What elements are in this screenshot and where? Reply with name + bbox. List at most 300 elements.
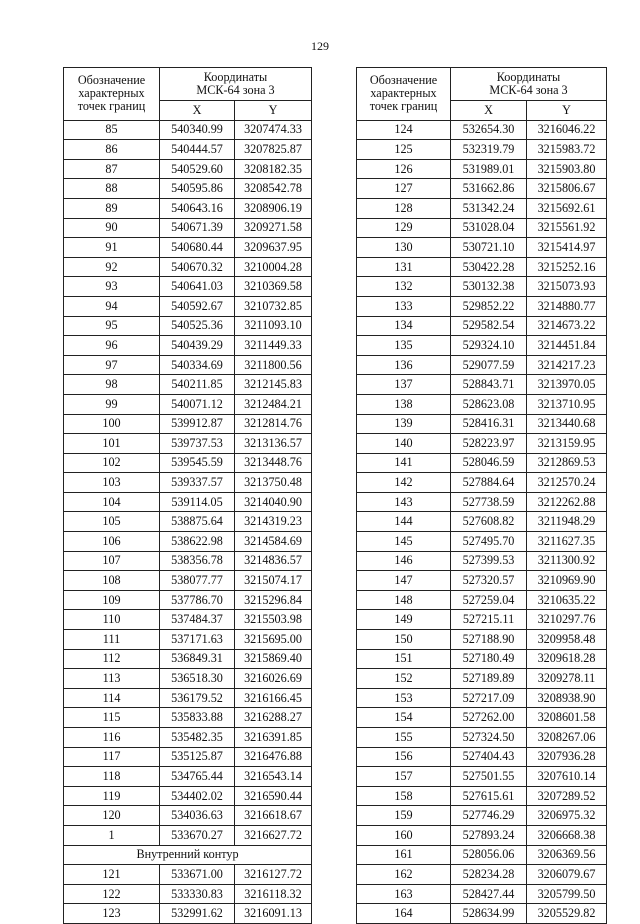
y-coordinate-cell: 3215692.61 (527, 198, 607, 218)
x-coordinate-cell: 535482.35 (160, 728, 235, 748)
x-coordinate-cell: 527215.11 (451, 610, 527, 630)
point-number-cell: 142 (357, 473, 451, 493)
table-row (357, 492, 607, 512)
x-coordinate-cell: 527262.00 (451, 708, 527, 728)
point-number-cell: 110 (64, 610, 160, 630)
x-coordinate-cell: 535833.88 (160, 708, 235, 728)
y-coordinate-cell: 3212570.24 (527, 473, 607, 493)
y-coordinate-cell: 3214319.23 (235, 512, 312, 532)
table-row (357, 316, 607, 336)
y-coordinate-cell: 3205529.82 (527, 904, 607, 924)
y-coordinate-cell: 3216476.88 (235, 747, 312, 767)
y-coordinate-cell: 3210369.58 (235, 277, 312, 297)
point-number-cell: 119 (64, 786, 160, 806)
x-coordinate-cell: 533671.00 (160, 865, 235, 885)
point-number-cell: 87 (64, 159, 160, 179)
y-column-header: Y (235, 101, 312, 121)
x-coordinate-cell: 527746.29 (451, 806, 527, 826)
y-coordinate-cell: 3215503.98 (235, 610, 312, 630)
y-coordinate-cell: 3214040.90 (235, 492, 312, 512)
y-coordinate-cell: 3216118.32 (235, 884, 312, 904)
point-number-cell: 152 (357, 669, 451, 689)
point-number-cell: 116 (64, 728, 160, 748)
point-number-cell: 99 (64, 394, 160, 414)
x-coordinate-cell: 534036.63 (160, 806, 235, 826)
y-coordinate-cell: 3211093.10 (235, 316, 312, 336)
table-row (64, 747, 312, 767)
y-coordinate-cell: 3208938.90 (527, 688, 607, 708)
point-number-cell: 118 (64, 767, 160, 787)
table-row (64, 336, 312, 356)
y-coordinate-cell: 3215561.92 (527, 218, 607, 238)
x-coordinate-cell: 540643.16 (160, 198, 235, 218)
table-row (357, 845, 607, 865)
table-row (357, 747, 607, 767)
table-row (64, 669, 312, 689)
y-coordinate-cell: 3213136.57 (235, 434, 312, 454)
point-number-cell: 122 (64, 884, 160, 904)
x-coordinate-cell: 539912.87 (160, 414, 235, 434)
table-row (357, 394, 607, 414)
table-row (357, 375, 607, 395)
table-row (64, 728, 312, 748)
x-coordinate-cell: 532319.79 (451, 140, 527, 160)
table-row (64, 120, 312, 140)
x-coordinate-cell: 539545.59 (160, 453, 235, 473)
x-coordinate-cell: 531662.86 (451, 179, 527, 199)
x-coordinate-cell: 528234.28 (451, 865, 527, 885)
y-coordinate-cell: 3216391.85 (235, 728, 312, 748)
x-coordinate-cell: 528843.71 (451, 375, 527, 395)
coordinates-header: Координаты МСК-64 зона 3 (160, 68, 312, 101)
y-coordinate-cell: 3215296.84 (235, 590, 312, 610)
x-coordinate-cell: 531028.04 (451, 218, 527, 238)
point-number-cell: 143 (357, 492, 451, 512)
point-number-cell: 157 (357, 767, 451, 787)
point-number-cell: 159 (357, 806, 451, 826)
point-number-cell: 98 (64, 375, 160, 395)
point-number-cell: 129 (357, 218, 451, 238)
y-coordinate-cell: 3212484.21 (235, 394, 312, 414)
y-coordinate-cell: 3209637.95 (235, 238, 312, 258)
point-number-cell: 95 (64, 316, 160, 336)
table-row (357, 140, 607, 160)
y-coordinate-cell: 3216288.27 (235, 708, 312, 728)
x-coordinate-cell: 529582.54 (451, 316, 527, 336)
point-number-cell: 86 (64, 140, 160, 160)
x-coordinate-cell: 540680.44 (160, 238, 235, 258)
y-coordinate-cell: 3216127.72 (235, 865, 312, 885)
point-number-cell: 94 (64, 296, 160, 316)
y-coordinate-cell: 3209618.28 (527, 649, 607, 669)
y-coordinate-cell: 3216091.13 (235, 904, 312, 924)
table-row (357, 277, 607, 297)
y-coordinate-cell: 3213159.95 (527, 434, 607, 454)
table-row (357, 198, 607, 218)
point-number-cell: 1 (64, 825, 160, 845)
point-number-cell: 151 (357, 649, 451, 669)
table-row (357, 688, 607, 708)
x-coordinate-cell: 537171.63 (160, 630, 235, 650)
point-number-cell: 150 (357, 630, 451, 650)
y-coordinate-cell: 3210969.90 (527, 571, 607, 591)
y-coordinate-cell: 3209271.58 (235, 218, 312, 238)
x-coordinate-cell: 534402.02 (160, 786, 235, 806)
x-coordinate-cell: 527738.59 (451, 492, 527, 512)
point-number-cell: 90 (64, 218, 160, 238)
table-row (64, 571, 312, 591)
x-coordinate-cell: 540641.03 (160, 277, 235, 297)
x-coordinate-cell: 533330.83 (160, 884, 235, 904)
y-coordinate-cell: 3214584.69 (235, 532, 312, 552)
y-coordinate-cell: 3215073.93 (527, 277, 607, 297)
table-row (64, 257, 312, 277)
y-coordinate-cell: 3216543.14 (235, 767, 312, 787)
x-coordinate-cell: 535125.87 (160, 747, 235, 767)
table-row (357, 532, 607, 552)
table-body (357, 120, 607, 923)
coordinates-header: Координаты МСК-64 зона 3 (451, 68, 607, 101)
table-row (357, 296, 607, 316)
table-row (64, 277, 312, 297)
table-row (64, 610, 312, 630)
x-coordinate-cell: 533670.27 (160, 825, 235, 845)
table-row (64, 904, 312, 924)
table-body (64, 120, 312, 923)
y-coordinate-cell: 3206079.67 (527, 865, 607, 885)
table-row (64, 316, 312, 336)
y-coordinate-cell: 3216627.72 (235, 825, 312, 845)
point-number-cell: 133 (357, 296, 451, 316)
x-coordinate-cell: 527259.04 (451, 590, 527, 610)
table-row (357, 179, 607, 199)
y-coordinate-cell: 3215869.40 (235, 649, 312, 669)
point-number-cell: 135 (357, 336, 451, 356)
point-number-cell: 107 (64, 551, 160, 571)
point-number-cell: 108 (64, 571, 160, 591)
point-number-cell: 114 (64, 688, 160, 708)
point-number-cell: 124 (357, 120, 451, 140)
y-coordinate-cell: 3215074.17 (235, 571, 312, 591)
table-row (357, 238, 607, 258)
point-number-cell: 130 (357, 238, 451, 258)
x-coordinate-cell: 532654.30 (451, 120, 527, 140)
x-coordinate-cell: 530721.10 (451, 238, 527, 258)
inner-contour-section-title: Внутренний контур (64, 845, 312, 865)
point-number-cell: 109 (64, 590, 160, 610)
point-number-cell: 117 (64, 747, 160, 767)
point-number-cell: 121 (64, 865, 160, 885)
y-coordinate-cell: 3210732.85 (235, 296, 312, 316)
point-number-cell: 123 (64, 904, 160, 924)
y-coordinate-cell: 3209278.11 (527, 669, 607, 689)
table-row (64, 532, 312, 552)
x-coordinate-cell: 529077.59 (451, 355, 527, 375)
y-coordinate-cell: 3208182.35 (235, 159, 312, 179)
table-row (64, 865, 312, 885)
x-coordinate-cell: 540595.86 (160, 179, 235, 199)
x-column-header: X (451, 101, 527, 121)
point-number-cell: 111 (64, 630, 160, 650)
x-coordinate-cell: 540525.36 (160, 316, 235, 336)
x-coordinate-cell: 527501.55 (451, 767, 527, 787)
x-coordinate-cell: 527884.64 (451, 473, 527, 493)
table-row (64, 688, 312, 708)
table-row (357, 159, 607, 179)
table-row (357, 473, 607, 493)
table-row (64, 394, 312, 414)
x-coordinate-cell: 527608.82 (451, 512, 527, 532)
table-row (64, 159, 312, 179)
y-coordinate-cell: 3215252.16 (527, 257, 607, 277)
point-number-cell: 97 (64, 355, 160, 375)
table-row (357, 218, 607, 238)
x-coordinate-cell: 530132.38 (451, 277, 527, 297)
point-number-cell: 139 (357, 414, 451, 434)
point-number-cell: 146 (357, 551, 451, 571)
table-row (357, 453, 607, 473)
y-coordinate-cell: 3216026.69 (235, 669, 312, 689)
x-coordinate-cell: 531342.24 (451, 198, 527, 218)
point-number-cell: 148 (357, 590, 451, 610)
y-coordinate-cell: 3216046.22 (527, 120, 607, 140)
y-coordinate-cell: 3213440.68 (527, 414, 607, 434)
table-row (64, 825, 312, 845)
y-coordinate-cell: 3208267.06 (527, 728, 607, 748)
x-coordinate-cell: 527615.61 (451, 786, 527, 806)
table-row (64, 375, 312, 395)
table-row (357, 649, 607, 669)
coordinates-table-right (356, 67, 607, 924)
table-row (357, 336, 607, 356)
table-row (357, 786, 607, 806)
point-number-cell: 120 (64, 806, 160, 826)
x-coordinate-cell: 540444.57 (160, 140, 235, 160)
point-number-cell: 138 (357, 394, 451, 414)
point-number-cell: 161 (357, 845, 451, 865)
table-row (64, 708, 312, 728)
point-number-cell: 101 (64, 434, 160, 454)
y-coordinate-cell: 3213710.95 (527, 394, 607, 414)
table-row (357, 551, 607, 571)
point-number-cell: 141 (357, 453, 451, 473)
y-coordinate-cell: 3210004.28 (235, 257, 312, 277)
y-column-header: Y (527, 101, 607, 121)
x-coordinate-cell: 527188.90 (451, 630, 527, 650)
x-coordinate-cell: 536179.52 (160, 688, 235, 708)
point-number-cell: 125 (357, 140, 451, 160)
table-row (64, 296, 312, 316)
x-coordinate-cell: 528427.44 (451, 884, 527, 904)
y-coordinate-cell: 3216166.45 (235, 688, 312, 708)
table-row (357, 669, 607, 689)
point-designation-header: Обозначение характерных точек границ (64, 68, 160, 121)
point-number-cell: 127 (357, 179, 451, 199)
point-number-cell: 91 (64, 238, 160, 258)
table-row (357, 767, 607, 787)
table-row (357, 728, 607, 748)
point-number-cell: 105 (64, 512, 160, 532)
table-row (357, 630, 607, 650)
x-coordinate-cell: 538622.98 (160, 532, 235, 552)
y-coordinate-cell: 3207936.28 (527, 747, 607, 767)
x-coordinate-cell: 539337.57 (160, 473, 235, 493)
point-number-cell: 93 (64, 277, 160, 297)
point-number-cell: 134 (357, 316, 451, 336)
table-row (357, 257, 607, 277)
point-number-cell: 145 (357, 532, 451, 552)
point-number-cell: 136 (357, 355, 451, 375)
point-number-cell: 160 (357, 825, 451, 845)
y-coordinate-cell: 3208601.58 (527, 708, 607, 728)
table-row (357, 120, 607, 140)
table-row (357, 571, 607, 591)
x-coordinate-cell: 539737.53 (160, 434, 235, 454)
x-coordinate-cell: 532991.62 (160, 904, 235, 924)
x-coordinate-cell: 527180.49 (451, 649, 527, 669)
y-coordinate-cell: 3211449.33 (235, 336, 312, 356)
table-row (64, 218, 312, 238)
point-number-cell: 112 (64, 649, 160, 669)
point-number-cell: 113 (64, 669, 160, 689)
x-coordinate-cell: 540071.12 (160, 394, 235, 414)
y-coordinate-cell: 3210297.76 (527, 610, 607, 630)
y-coordinate-cell: 3212145.83 (235, 375, 312, 395)
x-coordinate-cell: 530422.28 (451, 257, 527, 277)
x-coordinate-cell: 527189.89 (451, 669, 527, 689)
x-column-header: X (160, 101, 235, 121)
x-coordinate-cell: 527324.50 (451, 728, 527, 748)
x-coordinate-cell: 527320.57 (451, 571, 527, 591)
y-coordinate-cell: 3211800.56 (235, 355, 312, 375)
point-number-cell: 128 (357, 198, 451, 218)
point-number-cell: 103 (64, 473, 160, 493)
x-coordinate-cell: 534765.44 (160, 767, 235, 787)
page-number: 129 (311, 39, 329, 53)
x-coordinate-cell: 531989.01 (451, 159, 527, 179)
y-coordinate-cell: 3210635.22 (527, 590, 607, 610)
x-coordinate-cell: 540529.60 (160, 159, 235, 179)
point-number-cell: 140 (357, 434, 451, 454)
x-coordinate-cell: 527399.53 (451, 551, 527, 571)
x-coordinate-cell: 536849.31 (160, 649, 235, 669)
x-coordinate-cell: 528223.97 (451, 434, 527, 454)
table-row (64, 355, 312, 375)
table-row (64, 179, 312, 199)
y-coordinate-cell: 3213970.05 (527, 375, 607, 395)
x-coordinate-cell: 540211.85 (160, 375, 235, 395)
point-number-cell: 163 (357, 884, 451, 904)
point-number-cell: 156 (357, 747, 451, 767)
y-coordinate-cell: 3216618.67 (235, 806, 312, 826)
y-coordinate-cell: 3212814.76 (235, 414, 312, 434)
table-row (64, 238, 312, 258)
x-coordinate-cell: 528056.06 (451, 845, 527, 865)
point-number-cell: 92 (64, 257, 160, 277)
y-coordinate-cell: 3214880.77 (527, 296, 607, 316)
table-row (64, 786, 312, 806)
table-row (357, 414, 607, 434)
table-row (64, 551, 312, 571)
table-row (357, 825, 607, 845)
table-row (64, 414, 312, 434)
y-coordinate-cell: 3215806.67 (527, 179, 607, 199)
table-row (64, 767, 312, 787)
y-coordinate-cell: 3214217.23 (527, 355, 607, 375)
x-coordinate-cell: 528416.31 (451, 414, 527, 434)
point-number-cell: 149 (357, 610, 451, 630)
table-row (357, 512, 607, 532)
y-coordinate-cell: 3207474.33 (235, 120, 312, 140)
table-row (357, 865, 607, 885)
y-coordinate-cell: 3213750.48 (235, 473, 312, 493)
x-coordinate-cell: 536518.30 (160, 669, 235, 689)
x-coordinate-cell: 538875.64 (160, 512, 235, 532)
y-coordinate-cell: 3215983.72 (527, 140, 607, 160)
y-coordinate-cell: 3214451.84 (527, 336, 607, 356)
point-number-cell: 162 (357, 865, 451, 885)
y-coordinate-cell: 3215903.80 (527, 159, 607, 179)
y-coordinate-cell: 3214836.57 (235, 551, 312, 571)
point-number-cell: 88 (64, 179, 160, 199)
x-coordinate-cell: 540670.32 (160, 257, 235, 277)
x-coordinate-cell: 527217.09 (451, 688, 527, 708)
table-row (64, 453, 312, 473)
table-row (64, 434, 312, 454)
y-coordinate-cell: 3208542.78 (235, 179, 312, 199)
y-coordinate-cell: 3206668.38 (527, 825, 607, 845)
point-number-cell: 106 (64, 532, 160, 552)
y-coordinate-cell: 3208906.19 (235, 198, 312, 218)
section-row (64, 845, 312, 865)
x-coordinate-cell: 540334.69 (160, 355, 235, 375)
table-row (64, 630, 312, 650)
point-number-cell: 89 (64, 198, 160, 218)
point-number-cell: 96 (64, 336, 160, 356)
point-number-cell: 115 (64, 708, 160, 728)
table-row (64, 140, 312, 160)
table-row (357, 355, 607, 375)
table-row (357, 884, 607, 904)
point-number-cell: 154 (357, 708, 451, 728)
table-row (357, 806, 607, 826)
y-coordinate-cell: 3212262.88 (527, 492, 607, 512)
point-number-cell: 126 (357, 159, 451, 179)
x-coordinate-cell: 528623.08 (451, 394, 527, 414)
x-coordinate-cell: 538077.77 (160, 571, 235, 591)
y-coordinate-cell: 3214673.22 (527, 316, 607, 336)
table-row (357, 434, 607, 454)
x-coordinate-cell: 527893.24 (451, 825, 527, 845)
y-coordinate-cell: 3211627.35 (527, 532, 607, 552)
table-row (357, 708, 607, 728)
y-coordinate-cell: 3206975.32 (527, 806, 607, 826)
y-coordinate-cell: 3206369.56 (527, 845, 607, 865)
y-coordinate-cell: 3205799.50 (527, 884, 607, 904)
point-number-cell: 131 (357, 257, 451, 277)
table-row (357, 904, 607, 924)
point-number-cell: 147 (357, 571, 451, 591)
point-number-cell: 85 (64, 120, 160, 140)
x-coordinate-cell: 528634.99 (451, 904, 527, 924)
point-number-cell: 153 (357, 688, 451, 708)
point-number-cell: 137 (357, 375, 451, 395)
y-coordinate-cell: 3211300.92 (527, 551, 607, 571)
table-row (357, 610, 607, 630)
table-row (64, 590, 312, 610)
x-coordinate-cell: 527404.43 (451, 747, 527, 767)
x-coordinate-cell: 537484.37 (160, 610, 235, 630)
